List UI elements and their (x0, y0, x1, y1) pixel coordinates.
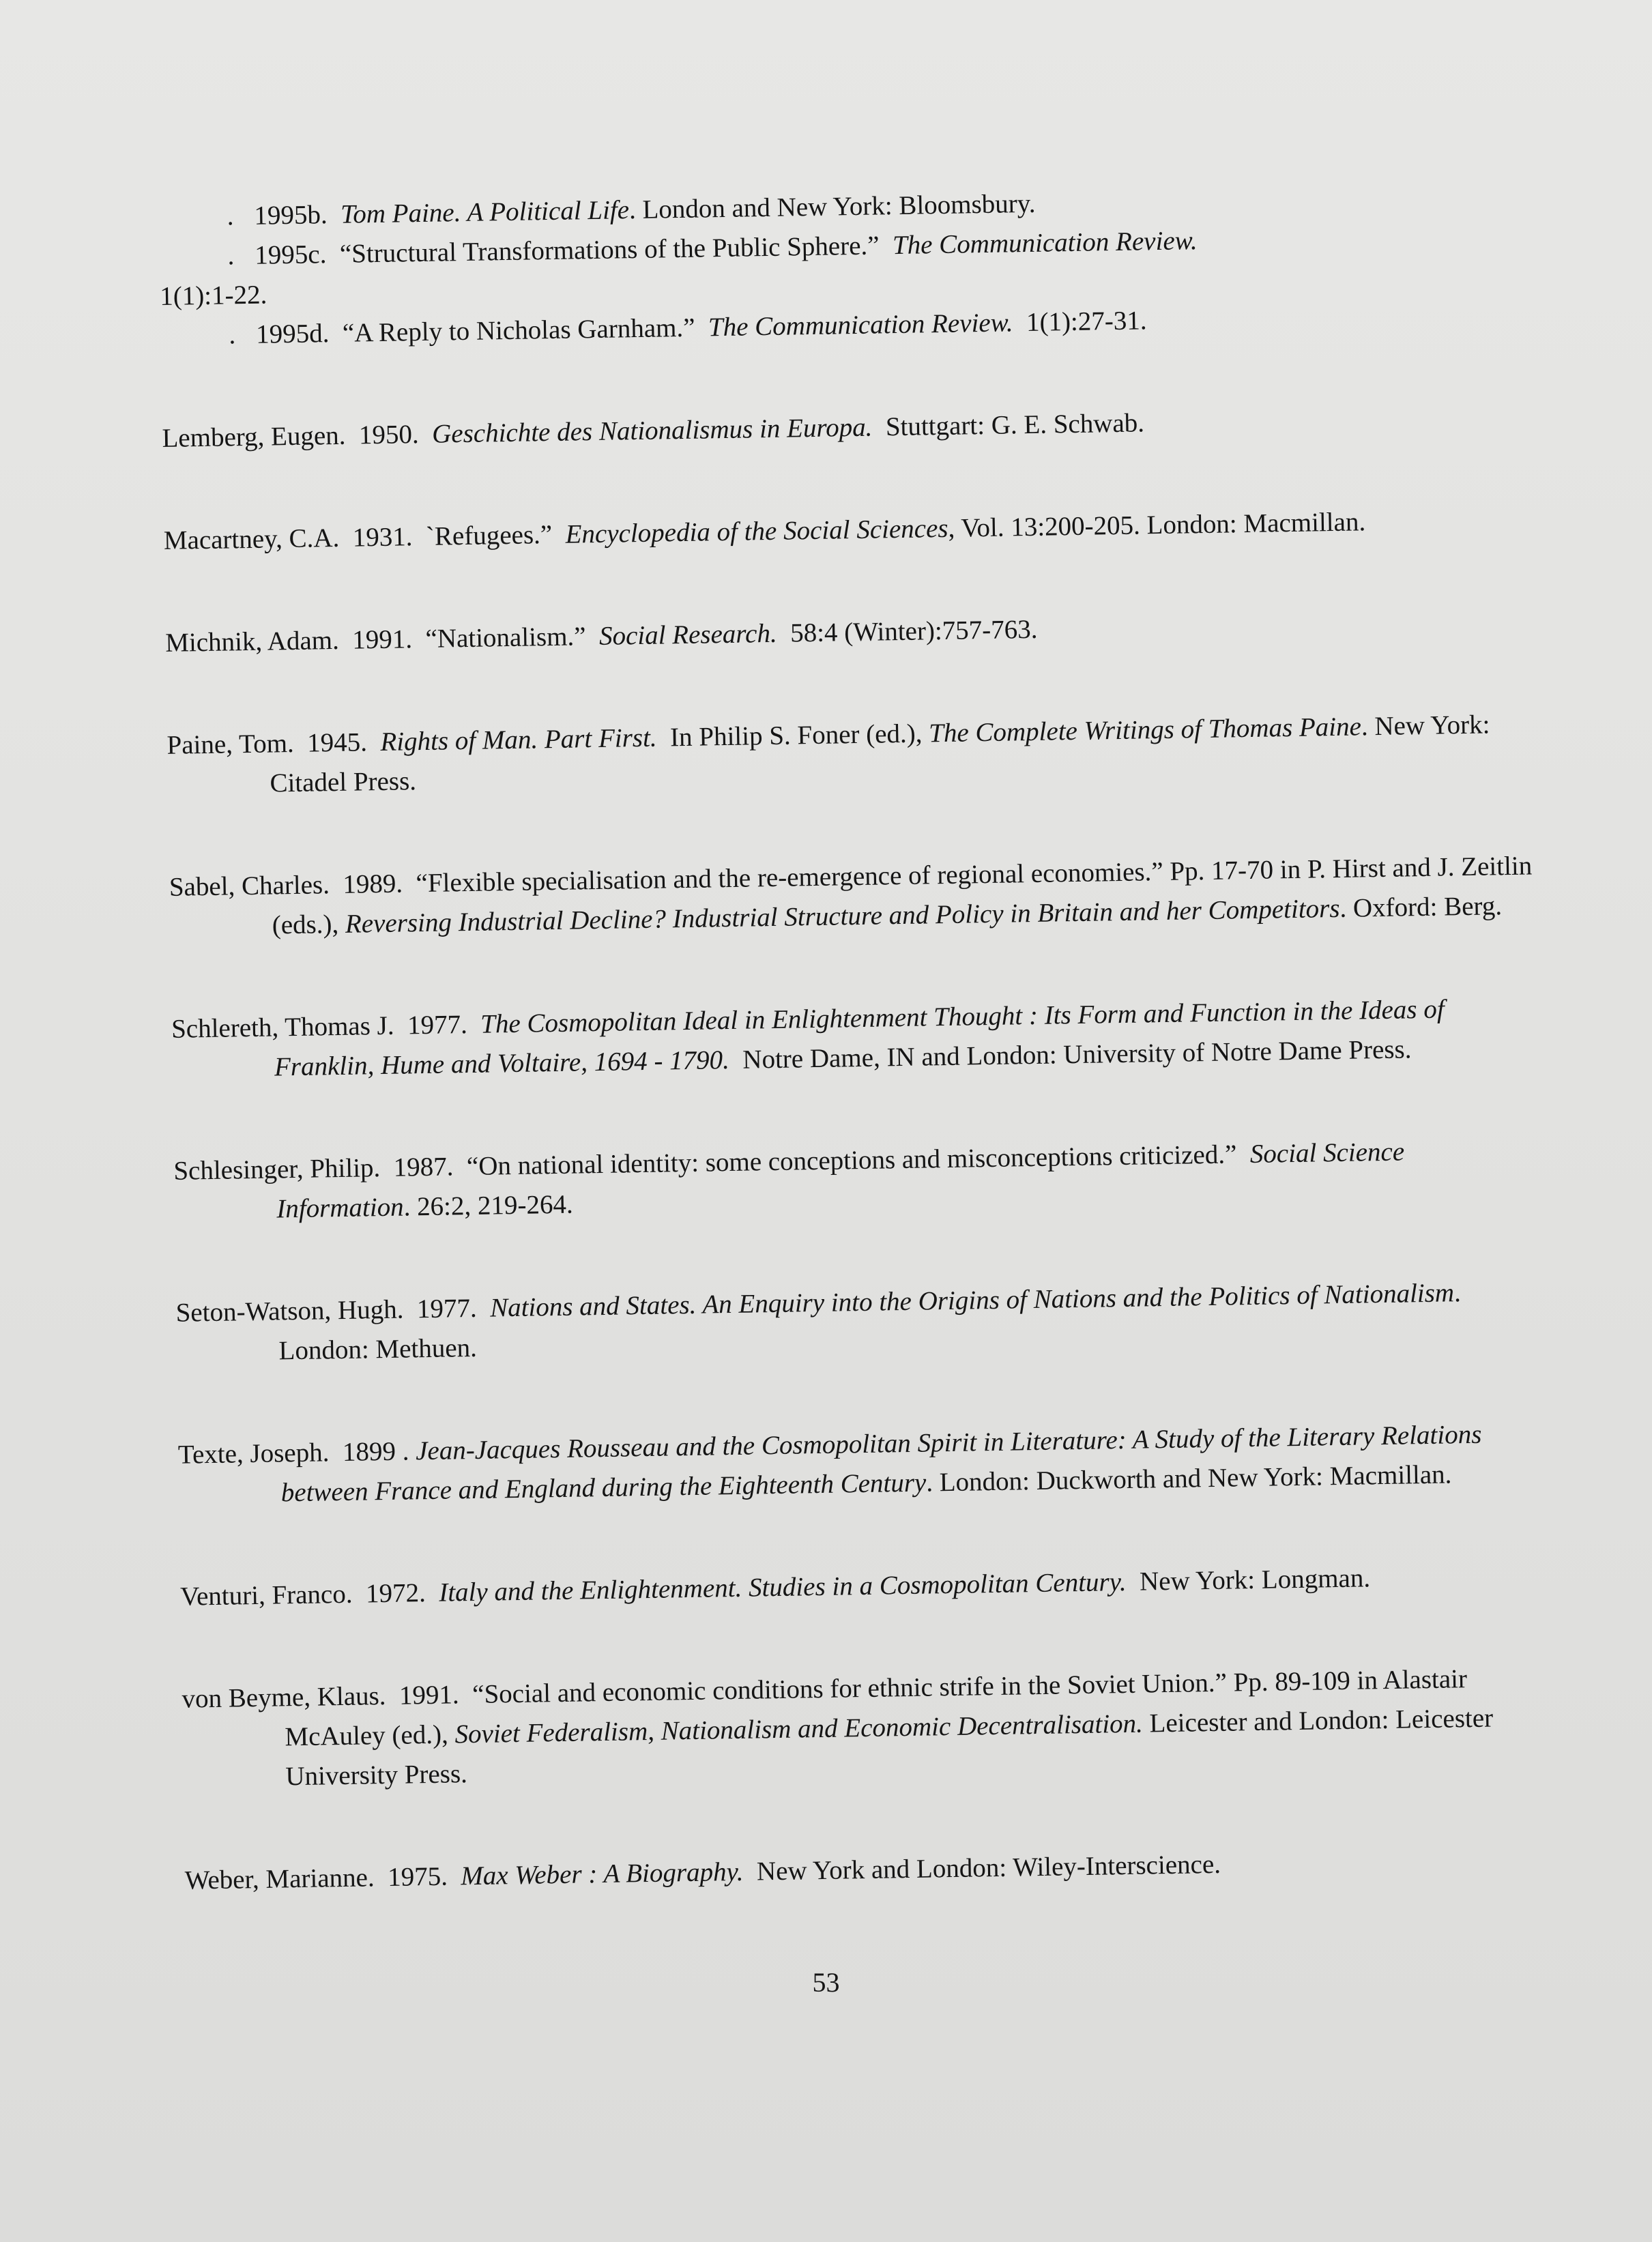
entry-title: The Communication Review. (892, 226, 1198, 261)
entry-year: 1995c. (255, 239, 327, 270)
entry-year: 1995d. (255, 319, 330, 349)
entry-year: 1995b. (254, 200, 328, 231)
entry-title: Jean-Jacques Rousseau and the Cosmopolitan Spirit in Literature: A Study of the Literary Relations between France and England during the Eighteenth Century (280, 1419, 1482, 1508)
entry-author: Seton-Watson, Hugh. (175, 1294, 404, 1328)
entry-author: Weber, Marianne. (184, 1863, 375, 1895)
entry-publication: 1(1):27-31. (1026, 306, 1147, 338)
entry-year: 1977. (416, 1293, 477, 1324)
bibliography-entry (169, 846, 1535, 946)
entry-title: Italy and the Enlightenment. Studies in a Cosmopolitan Century. (438, 1567, 1127, 1607)
bibliography-entry (182, 1658, 1548, 1798)
entry-article: “Nationalism.” (425, 622, 586, 654)
entry-author: Macartney, C.A. (163, 523, 340, 555)
entry-year: 1950. (358, 420, 420, 450)
entry-title: Rights of Man. Part First. (380, 723, 657, 757)
entry-title: Nations and States. An Enquiry into the Origins of Nations and the Politics of Nationalism (489, 1278, 1455, 1323)
entry-publication: , Vol. 13:200-205. London: Macmillan. (948, 507, 1366, 543)
entry-publication: Notre Dame, IN and London: University of Notre Dame Press. (742, 1034, 1412, 1075)
entry-year: 1991. (351, 624, 413, 655)
bibliography-entry (166, 704, 1533, 804)
entry-publication: . Oxford: Berg. (1339, 891, 1503, 923)
entry-year: 1977. (407, 1010, 468, 1040)
entry-author: Paine, Tom. (166, 728, 295, 760)
entry-title: Soviet Federalism, Nationalism and Economic Decentralisation. (454, 1708, 1144, 1749)
entry-year: 1972. (365, 1578, 426, 1609)
entry-author: Schlesinger, Philip. (173, 1153, 381, 1186)
entry-publication: . 26:2, 219-264. (403, 1189, 574, 1222)
entry-title: Tom Paine. A Political Life (340, 195, 630, 229)
entry-collection-title: The Complete Writings of Thomas Paine (928, 712, 1362, 748)
entry-year: 1989. (343, 869, 403, 899)
entry-publication: . New York: Citadel Press. (270, 710, 1490, 798)
entry-year: 1987. (393, 1152, 454, 1182)
entry-author: von Beyme, Klaus. (182, 1681, 386, 1714)
entry-article: `Refugees.” (425, 519, 553, 551)
entry-publication: . London: Methuen. (278, 1278, 1462, 1366)
entry-author: Venturi, Franco. (179, 1579, 353, 1612)
ditto-mark: . (229, 320, 236, 350)
entry-author: Michnik, Adam. (164, 625, 340, 658)
entry-year: 1945. (306, 727, 368, 758)
entry-title: Encyclopedia of the Social Sciences (565, 513, 948, 549)
entry-publication: . London: Duckworth and New York: Macmillan. (925, 1459, 1452, 1498)
bibliography-entry (165, 602, 1531, 663)
entry-title: Geschichte des Nationalismus in Europa. (431, 412, 873, 449)
bibliography-entry (184, 1839, 1550, 1900)
ditto-mark: . (227, 241, 235, 271)
bibliography-entry (173, 1130, 1539, 1230)
bibliography-entry (171, 988, 1537, 1088)
entry-year: 1931. (352, 522, 413, 553)
entry-article: “A Reply to Nicholas Garnham.” (342, 312, 695, 348)
entry-title: Social Research. (598, 618, 777, 651)
entry-title: Max Weber : A Biography. (461, 1857, 744, 1891)
entry-article: “Structural Transformations of the Public Sphere.” (339, 231, 880, 269)
entry-article: “Social and economic conditions for ethnic strife in the Soviet Union.” Pp. 89-109 in Alastair McAuley (ed.), (285, 1664, 1468, 1752)
bibliography-entry (177, 1414, 1544, 1514)
bibliography-list (158, 177, 1550, 1964)
entry-publication: . London and New York: Bloomsbury. (628, 188, 1036, 225)
entry-publication: New York: Longman. (1139, 1563, 1371, 1597)
entry-author: Texte, Joseph. (177, 1438, 330, 1470)
entry-author: Lemberg, Eugen. (162, 420, 346, 453)
entry-title: Social Science Information (276, 1137, 1405, 1224)
bibliography-entry (162, 398, 1527, 458)
entry-year: 1899 . (342, 1436, 409, 1467)
page-number: 53 (812, 1967, 840, 1998)
ditto-mark: . (227, 201, 234, 231)
bibliography-entry (163, 500, 1528, 561)
entry-year: 1975. (387, 1861, 448, 1893)
bibliography-entry (175, 1272, 1541, 1372)
entry-year: 1991. (398, 1680, 460, 1710)
entry-title: The Cosmopolitan Ideal in Enlightenment Thought : Its Form and Function in the Ideas of Franklin, Hume and Voltaire, 1694 - 1790. (274, 994, 1445, 1082)
entry-author: Sabel, Charles. (169, 870, 330, 902)
entry-author: Schlereth, Thomas J. (171, 1010, 394, 1044)
entry-publication: Stuttgart: G. E. Schwab. (885, 408, 1145, 442)
entry-publication: New York and London: Wiley-Interscience. (756, 1849, 1221, 1887)
entry-publication: Leicester and London: Leicester University Press. (285, 1703, 1494, 1792)
entry-publication: 58:4 (Winter):757-763. (789, 614, 1038, 648)
entry-title: Reversing Industrial Decline? Industrial Structure and Policy in Britain and her Competitors (345, 893, 1340, 939)
entry-article: “On national identity: some conceptions and misconceptions criticized.” (466, 1139, 1237, 1182)
entry-publication: 1(1):1-22. (159, 280, 267, 311)
entry-editor: In Philip S. Foner (ed.), (669, 718, 923, 753)
entry-article: “Flexible specialisation and the re-emergence of regional economies.” Pp. 17-70 in P. Hirst and J. Zeitlin (eds.), (272, 851, 1533, 940)
entry-title: The Communication Review. (708, 308, 1013, 343)
bibliography-entry (180, 1556, 1546, 1616)
